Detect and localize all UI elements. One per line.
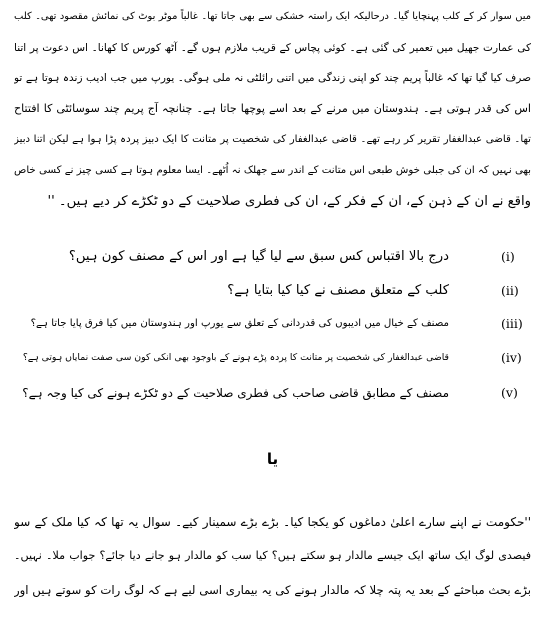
question-text: درج بالا اقتباس کس سبق سے لیا گیا ہے اور اس کے مصنف کون ہیں؟ (68, 249, 449, 264)
passage2-line-3: بڑے بحث مباحثے کے بعد یہ پتہ چلا کہ مالدار ہونے کی یہ بیماری اسی لیے ہے کہ لوگ رات کو سوتے ہیں اور (14, 583, 531, 597)
question-iv (14, 346, 531, 370)
question-number: (iv) (501, 350, 522, 365)
passage-line-6: بھی نہیں کہ ان کی جبلی خوش طبعی اس متانت کے اندر سے جھلک نہ اُٹھے۔ ایسا معلوم ہوتا ہے کسی چیز نے کسی خاص (14, 165, 531, 176)
question-number: (ii) (501, 283, 519, 298)
question-iii (14, 312, 531, 336)
question-ii (14, 279, 531, 303)
question-number: (i) (501, 249, 515, 264)
question-i (14, 245, 531, 269)
passage-line-4: اس کی قدر ہوتی ہے۔ ہندوستان میں مرنے کے بعد اسے پوچھا جاتا ہے۔ چنانچہ آج پریم چند سوسائٹی کا افتتاح (14, 102, 531, 115)
question-number: (iii) (501, 316, 523, 331)
passage-line-3: صرف کیا گیا تھا کہ غالباً پریم چند کو اپنی زندگی میں اتنی رائلٹی نہ ملی ہوگی۔ یورپ میں جب ادیب زندہ ہوتا ہے تو (14, 72, 531, 84)
passage2-line-2: فیصدی لوگ ایک ساتھ ایک جیسے مالدار ہو سکتے ہیں؟ کیا سب کو مالدار ہو جانے دیا جائے؟ جواب ملا۔ نہیں۔ (14, 549, 531, 562)
passage-line-7: واقع نے ان کے ذہن کے، ان کے فکر کے، ان کی فطری صلاحیت کے دو ٹکڑے کر دیے ہیں۔ '' (47, 194, 531, 209)
passage2-line-1: ''حکومت نے اپنے سارے اعلیٰ دماغوں کو یکجا کیا۔ بڑے بڑے سمینار کیے۔ سوال یہ تھا کہ کیا ملک کے سو (14, 515, 531, 529)
question-text: قاضی عبدالغفار کی شخصیت پر متانت کا پردہ پڑے ہونے کے باوجود بھی انکی کون سی صفت نمایاں ہوتی ہے؟ (22, 352, 449, 363)
section-separator: یا (266, 450, 279, 468)
question-text: مصنف کے مطابق قاضی صاحب کی فطری صلاحیت کے دو ٹکڑے ہونے کی کیا وجہ ہے؟ (22, 386, 449, 400)
question-v (14, 381, 531, 405)
question-text: کلب کے متعلق مصنف نے کیا کیا بتایا ہے؟ (227, 283, 449, 298)
question-text: مصنف کے خیال میں ادیبوں کی قدردانی کے تعلق سے یورپ اور ہندوستان میں کیا فرق پایا جاتا ہے؟ (30, 318, 449, 329)
passage-line-5: تھا۔ قاضی عبدالغفار تقریر کر رہے تھے۔ قاضی عبدالغفار کی شخصیت پر متانت کا ایک دبیز پردہ پڑا ہوا ہے لیکن اتنا دبیز (14, 134, 531, 145)
passage-line-2: کی عمارت جھیل میں تعمیر کی گئی ہے۔ کوئی پچاس کے قریب ملازم ہوں گے۔ آٹھ کورس کا کھانا۔ اس دعوت پر اتنا (14, 42, 531, 54)
passage-line-1: میں سوار کر کے کلب پہنچایا گیا۔ درحالیکہ ایک راستہ خشکی سے بھی جاتا تھا۔ غالباً موٹر بوٹ کی نمائش مقصود تھی۔ کلب (14, 11, 531, 22)
question-number: (v) (501, 385, 518, 400)
